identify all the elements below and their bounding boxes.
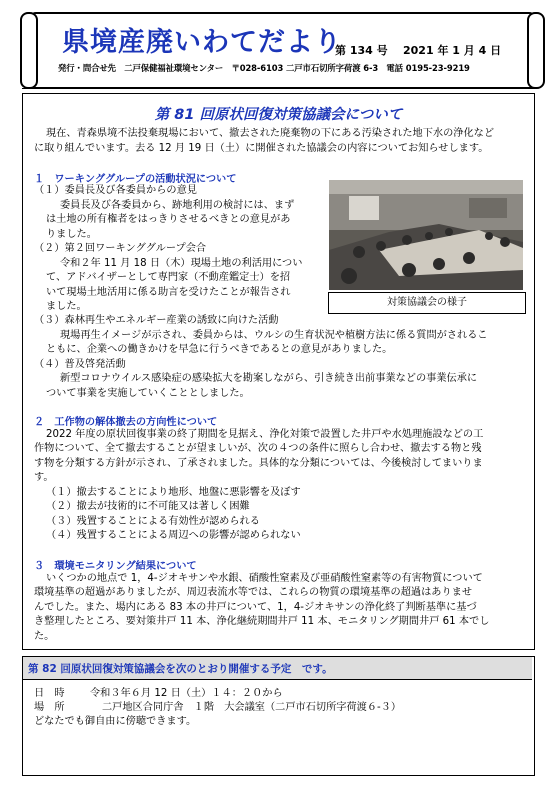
- text-line: ついて事業を実施していくこととしました。: [46, 388, 250, 399]
- text-line: て、アドバイザーとして専門家（不動産鑑定士）を招: [46, 272, 291, 283]
- next-meeting-title: 第 82 回原状回復対策協議会を次のとおり開催する予定 です。: [28, 663, 333, 675]
- date-label: 日 時: [34, 688, 65, 699]
- text-line: 令和２年 11 月 18 日（木）現場土地の利活用につい: [60, 258, 303, 269]
- text-line: は土地の所有権者をはっきりさせるべきとの意見があ: [46, 214, 291, 225]
- text-line: いくつかの地点で 1，4-ジオキサンや水銀、硝酸性窒素及び亜硝酸性窒素等の有害物質について: [46, 573, 483, 584]
- section-heading: １ ワーキンググループの活動状況について: [34, 174, 237, 185]
- banner-curl-left: [20, 12, 38, 89]
- section-heading: ３ 環境モニタリング結果について: [34, 561, 197, 572]
- text-line: 環境基準の超過がありましたが、周辺表流水等では、これらの物質の環境基準の超過はありませ: [34, 587, 473, 598]
- text-line: た。: [34, 631, 55, 642]
- text-line: いて現場土地活用に係る助言を受けたことが報告され: [46, 287, 291, 298]
- list-item: （３）森林再生やエネルギー産業の誘致に向けた活動: [34, 315, 279, 326]
- article-headline: 第 81 回原状回復対策協議会について: [154, 107, 403, 123]
- text-line: 現場再生イメージが示され、委員からは、ウルシの生育状況や植樹方法に係る質問がされるこ: [60, 330, 488, 341]
- list-item: （３）残置することによる有効性が認められる: [46, 516, 260, 527]
- banner-curl-right: [527, 12, 545, 89]
- list-item: （４）普及啓発活動: [34, 359, 126, 370]
- section-heading: ２ 工作物の解体撤去の方向性について: [34, 417, 218, 428]
- attendance-note: どなたでも御自由に傍聴できます。: [34, 716, 197, 727]
- issue-number: 第 134 号: [335, 44, 388, 57]
- text-line: んでした。また、場内にある 83 本の井戸について、1，4-ジオキサンの浄化終了判断基準に基づ: [34, 602, 477, 613]
- divider: [22, 88, 535, 89]
- list-item: （１）委員長及び各委員からの意見: [34, 185, 197, 196]
- place-label: 場 所: [34, 702, 65, 713]
- meeting-photo: [329, 180, 523, 290]
- list-item: （２）第２回ワーキンググループ会合: [34, 243, 207, 254]
- text-line: りました。: [46, 229, 97, 240]
- intro-line: 現在、青森県境不法投棄現場において、撤去された廃棄物の下にある汚染された地下水の浄化など: [46, 128, 495, 139]
- text-line: ました。: [46, 301, 87, 312]
- newsletter-title: 県境産廃いわてだより: [62, 27, 342, 58]
- issue-date: 2021 年 1 月 4 日: [403, 44, 502, 57]
- text-line: 委員長及び各委員から、跡地利用の検討には、まず: [60, 200, 295, 211]
- text-line: 作物について、全て撤去することが望ましいが、次の４つの条件に照らし合わせ、撤去する物と残: [34, 443, 482, 454]
- text-line: す物を分類する方針が示され、了承されました。具体的な分類については、今後検討してまいりま: [34, 458, 483, 469]
- photo-caption: 対策協議会の様子: [328, 292, 526, 314]
- text-line: 新型コロナウイルス感染症の感染拡大を勘案しながら、引き続き出前事業などの事業伝承に: [60, 373, 478, 384]
- intro-line: に取り組んでいます。去る 12 月 19 日（土）に開催された協議会の内容についてお知らせします。: [34, 143, 489, 154]
- date-value: 令和３年６月 12 日（土）１４：２０から: [90, 688, 283, 699]
- place-value: 二戸地区合同庁舎 １階 大会議室（二戸市石切所字荷渡６-３）: [102, 702, 402, 713]
- list-item: （１）撤去することにより地形、地盤に悪影響を及ぼす: [46, 487, 301, 498]
- text-line: す。: [34, 472, 54, 483]
- text-line: 2022 年度の原状回復事業の終了期間を見据え、浄化対策で設置した井戸や水処理施設などの工: [46, 429, 484, 440]
- list-item: （２）撤去が技術的に不可能又は著しく困難: [46, 501, 250, 512]
- meeting-photo-image: [329, 180, 523, 290]
- text-line: き整理したところ、要対策井戸 11 本、浄化継続期間井戸 11 本、モニタリング期間井戸 61 本でし: [34, 616, 490, 627]
- publisher-line: 発行・問合せ先 二戸保健福祉環境センター 〒028-6103 二戸市石切所字荷渡 6-3 電話 0195-23-9219: [58, 63, 470, 73]
- text-line: ともに、企業への働きかけを早急に行うべきであるとの意見がありました。: [46, 344, 393, 355]
- list-item: （４）残置することによる周辺への影響が認められない: [46, 530, 301, 541]
